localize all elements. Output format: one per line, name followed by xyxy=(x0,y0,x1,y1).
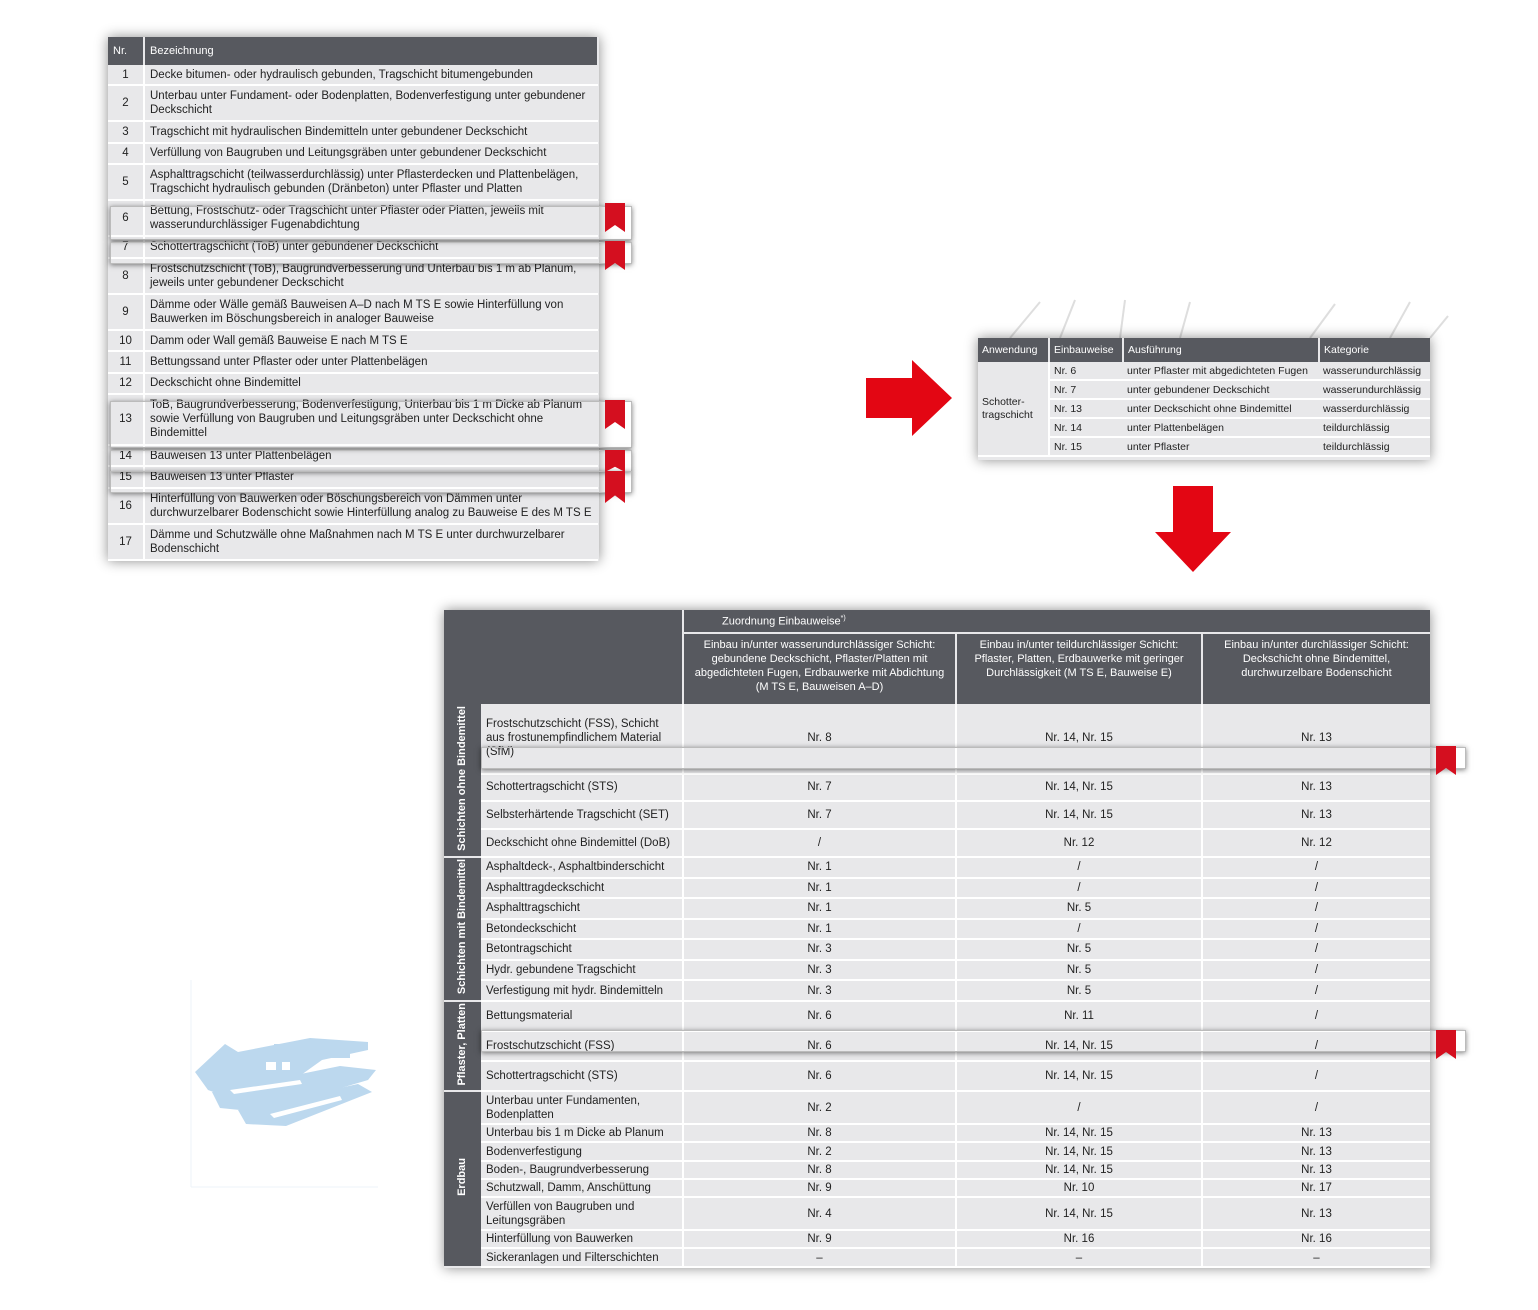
einbauweise-value: / xyxy=(956,857,1202,878)
einbauweise-row xyxy=(108,258,598,294)
schottertragschicht-table xyxy=(978,338,1430,460)
bookmark-icon xyxy=(605,203,625,232)
material-label: Boden-, Baugrundverbesserung xyxy=(481,1161,683,1179)
row-nr: 6 xyxy=(108,200,144,236)
col-durchlaessig: Einbau in/unter durchlässiger Schicht: Deckschicht ohne Bindemittel, durchwurzelbare Bodenschicht xyxy=(1202,633,1430,704)
zuordnung-row xyxy=(444,1031,1430,1061)
einbauweise-value: / xyxy=(1202,1061,1430,1091)
einbauweise-cell: Nr. 6 xyxy=(1049,362,1123,380)
einbauweise-value: Nr. 13 xyxy=(1202,774,1430,802)
group-label-text: Schichten mit Bindemittel xyxy=(456,859,468,995)
einbauweise-value: / xyxy=(1202,939,1430,960)
einbauweise-row xyxy=(108,121,598,142)
einbauweise-cell: Nr. 7 xyxy=(1049,380,1123,399)
col-teildurchlaessig: Einbau in/unter teildurchlässiger Schicht: Pflaster, Platten, Erdbauwerke mit geringer Durchlässigkeit (M TS E, Bauweise E) xyxy=(956,633,1202,704)
einbauweise-value: Nr. 12 xyxy=(956,829,1202,857)
einbauweise-value: Nr. 16 xyxy=(1202,1230,1430,1248)
row-nr: 10 xyxy=(108,330,144,351)
einbauweise-value: Nr. 10 xyxy=(956,1179,1202,1197)
einbauweise-value: Nr. 1 xyxy=(683,919,956,940)
material-label: Unterbau bis 1 m Dicke ab Planum xyxy=(481,1124,683,1142)
material-label: Asphalttragschicht xyxy=(481,898,683,919)
zuordnung-row xyxy=(444,704,1430,774)
einbauweise-row xyxy=(108,236,598,257)
row-nr: 4 xyxy=(108,143,144,164)
einbauweise-value: Nr. 9 xyxy=(683,1230,956,1248)
header-kategorie: Kategorie xyxy=(1324,344,1369,356)
einbauweise-value: Nr. 2 xyxy=(683,1142,956,1160)
zuordnung-row xyxy=(444,1124,1430,1142)
einbauweise-value: Nr. 14, Nr. 15 xyxy=(956,704,1202,774)
einbauweise-value: Nr. 14, Nr. 15 xyxy=(956,774,1202,802)
row-nr: 5 xyxy=(108,164,144,200)
row-nr: 15 xyxy=(108,466,144,487)
ausfuehrung-cell: unter Pflaster mit abgedichteten Fugen xyxy=(1123,362,1319,380)
row-bezeichnung: Frostschutzschicht (ToB), Baugrundverbesserung und Unterbau bis 1 m ab Planum, jeweils unter gebundener Deckschicht xyxy=(144,258,598,294)
einbauweise-value: / xyxy=(1202,1001,1430,1031)
einbauweise-value: Nr. 3 xyxy=(683,960,956,981)
zuordnung-einbauweise-table xyxy=(444,610,1430,1268)
row-nr: 3 xyxy=(108,121,144,142)
einbauweise-value: Nr. 14, Nr. 15 xyxy=(956,1124,1202,1142)
einbauweise-value: / xyxy=(683,829,956,857)
row-nr: 2 xyxy=(108,85,144,121)
kategorie-cell: wasserundurchlässig xyxy=(1319,380,1430,399)
einbauweise-row xyxy=(108,85,598,121)
bookmark-icon xyxy=(1436,1030,1456,1059)
material-label: Hinterfüllung von Bauwerken xyxy=(481,1230,683,1248)
einbauweise-value: / xyxy=(1202,1091,1430,1124)
einbauweise-value: Nr. 13 xyxy=(1202,704,1430,774)
material-label: Selbsterhärtende Tragschicht (SET) xyxy=(481,801,683,829)
einbauweisen-table xyxy=(108,37,599,561)
kategorie-cell: teildurchlässig xyxy=(1319,418,1430,437)
einbauweise-value: Nr. 14, Nr. 15 xyxy=(956,801,1202,829)
einbauweise-value: Nr. 1 xyxy=(683,878,956,899)
einbauweise-value: Nr. 5 xyxy=(956,980,1202,1001)
einbauweise-value: / xyxy=(1202,980,1430,1001)
zuordnung-row xyxy=(444,829,1430,857)
row-nr: 7 xyxy=(108,236,144,257)
zuordnung-row xyxy=(444,1142,1430,1160)
material-label: Frostschutzschicht (FSS) xyxy=(481,1031,683,1061)
arrow-down-icon xyxy=(1155,486,1231,572)
einbauweise-value: Nr. 1 xyxy=(683,898,956,919)
zuordnung-row xyxy=(444,1230,1430,1248)
anwendung-cell: Schotter-tragschicht xyxy=(978,362,1049,456)
bookmark-icon xyxy=(605,471,625,503)
material-label: Bodenverfestigung xyxy=(481,1142,683,1160)
zuordnung-row xyxy=(444,1179,1430,1197)
arrow-right-icon xyxy=(866,360,952,436)
header-bezeichnung: Bezeichnung xyxy=(144,37,598,65)
row-nr: 11 xyxy=(108,351,144,372)
einbauweise-value: Nr. 17 xyxy=(1202,1179,1430,1197)
einbauweise-value: / xyxy=(956,919,1202,940)
zuordnung-row xyxy=(444,1001,1430,1031)
einbauweise-value: Nr. 7 xyxy=(683,801,956,829)
einbauweise-value: Nr. 3 xyxy=(683,939,956,960)
row-bezeichnung: Bauweisen 13 unter Pflaster xyxy=(144,466,598,487)
einbauweise-value: Nr. 16 xyxy=(956,1230,1202,1248)
row-bezeichnung: Asphalttragschicht (teilwasserdurchlässig) unter Pflasterdecken und Plattenbelägen, Tragschicht hydraulisch gebunden (Dränbeton) unter Pflaster und Platten xyxy=(144,164,598,200)
einbauweise-value: Nr. 6 xyxy=(683,1001,956,1031)
material-label: Schottertragschicht (STS) xyxy=(481,774,683,802)
row-bezeichnung: Tragschicht mit hydraulischen Bindemitteln unter gebundener Deckschicht xyxy=(144,121,598,142)
group-label-text: Erdbau xyxy=(456,1158,468,1197)
zuordnung-row xyxy=(444,898,1430,919)
material-label: Hydr. gebundene Tragschicht xyxy=(481,960,683,981)
material-label: Sickeranlagen und Filterschichten xyxy=(481,1248,683,1267)
einbauweise-value: Nr. 7 xyxy=(683,774,956,802)
einbauweise-value: – xyxy=(1202,1248,1430,1267)
ausfuehrung-cell: unter gebundener Deckschicht xyxy=(1123,380,1319,399)
material-label: Deckschicht ohne Bindemittel (DoB) xyxy=(481,829,683,857)
einbauweise-row xyxy=(108,294,598,330)
material-label: Betontragschicht xyxy=(481,939,683,960)
material-label: Betondeckschicht xyxy=(481,919,683,940)
einbauweise-value: Nr. 14, Nr. 15 xyxy=(956,1142,1202,1160)
einbauweise-value: Nr. 5 xyxy=(956,939,1202,960)
schotter-header-row xyxy=(978,338,1430,362)
material-label: Unterbau unter Fundamenten, Bodenplatten xyxy=(481,1091,683,1124)
ausfuehrung-cell: unter Deckschicht ohne Bindemittel xyxy=(1123,399,1319,418)
light-rays xyxy=(990,296,1450,340)
einbauweise-value: / xyxy=(1202,898,1430,919)
einbauweise-row xyxy=(108,524,598,560)
zuordnung-row xyxy=(444,878,1430,899)
ausfuehrung-cell: unter Pflaster xyxy=(1123,437,1319,456)
row-bezeichnung: Hinterfüllung von Bauwerken oder Böschungsbereich von Dämmen unter durchwurzelbarer Bodenschicht sowie Hinterfüllung analog zu Bauweise E des M TS E xyxy=(144,488,598,524)
einbauweise-value: Nr. 14, Nr. 15 xyxy=(956,1061,1202,1091)
einbauweise-value: Nr. 5 xyxy=(956,898,1202,919)
row-bezeichnung: Bettung, Frostschutz- oder Tragschicht unter Pflaster oder Platten, jeweils mit wasserundurchlässiger Fugenabdichtung xyxy=(144,200,598,236)
einbauweise-row xyxy=(108,373,598,394)
col-wasserundurchlaessig: Einbau in/unter wasserundurchlässiger Schicht: gebundene Deckschicht, Pflaster/Platten mit abgedichteten Fugen, Erdbauwerke mit Abdichtung (M TS E, Bauweisen A–D) xyxy=(683,633,956,704)
einbauweise-value: Nr. 14, Nr. 15 xyxy=(956,1161,1202,1179)
einbauweise-value: – xyxy=(683,1248,956,1267)
row-bezeichnung: Decke bitumen- oder hydraulisch gebunden, Tragschicht bitumengebunden xyxy=(144,65,598,85)
row-nr: 16 xyxy=(108,488,144,524)
row-nr: 12 xyxy=(108,373,144,394)
row-nr: 1 xyxy=(108,65,144,85)
einbauweise-row xyxy=(108,488,598,524)
einbauweise-value: / xyxy=(1202,878,1430,899)
einbauweise-value: Nr. 9 xyxy=(683,1179,956,1197)
einbauweise-value: Nr. 13 xyxy=(1202,801,1430,829)
row-nr: 17 xyxy=(108,524,144,560)
einbauweise-value: Nr. 13 xyxy=(1202,1142,1430,1160)
einbauweise-cell: Nr. 13 xyxy=(1049,399,1123,418)
einbauweise-value: Nr. 6 xyxy=(683,1031,956,1061)
zuordnung-title-text: Zuordnung Einbauweise xyxy=(722,615,841,628)
einbauweise-row xyxy=(108,143,598,164)
header-nr: Nr. xyxy=(108,37,144,65)
einbauweise-value: Nr. 8 xyxy=(683,1161,956,1179)
zuordnung-row xyxy=(444,1161,1430,1179)
header-ausfuehrung: Ausführung xyxy=(1123,338,1319,362)
bookmark-icon xyxy=(1436,746,1456,775)
zuordnung-row xyxy=(444,960,1430,981)
kategorie-cell: wasserdurchlässig xyxy=(1319,399,1430,418)
row-bezeichnung: Dämme und Schutzwälle ohne Maßnahmen nach M TS E unter durchwurzelbarer Bodenschicht xyxy=(144,524,598,560)
einbauweise-cell: Nr. 14 xyxy=(1049,418,1123,437)
zuordnung-row xyxy=(444,919,1430,940)
zuordnung-row xyxy=(444,801,1430,829)
kategorie-cell: teildurchlässig xyxy=(1319,437,1430,456)
zuordnung-row xyxy=(444,1248,1430,1267)
group-label xyxy=(444,1001,481,1091)
row-bezeichnung: Verfüllung von Baugruben und Leitungsgräben unter gebundener Deckschicht xyxy=(144,143,598,164)
bookmark-icon xyxy=(605,400,625,429)
einbauweise-value: Nr. 13 xyxy=(1202,1124,1430,1142)
einbauweise-value: Nr. 6 xyxy=(683,1061,956,1091)
material-label: Frostschutzschicht (FSS), Schicht aus frostunempfindlichem Material (SfM) xyxy=(481,704,683,774)
material-label: Asphaltdeck-, Asphaltbinderschicht xyxy=(481,857,683,878)
zuordnung-columns-row xyxy=(444,633,1430,704)
einbauweise-value: Nr. 2 xyxy=(683,1091,956,1124)
einbauweise-value: Nr. 1 xyxy=(683,857,956,878)
einbauweise-value: / xyxy=(1202,857,1430,878)
kategorie-cell: wasserundurchlässig xyxy=(1319,362,1430,380)
einbauweise-row xyxy=(108,164,598,200)
bookmark-icon xyxy=(605,450,625,472)
einbauweise-value: Nr. 14, Nr. 15 xyxy=(956,1031,1202,1061)
einbauweise-value: / xyxy=(1202,919,1430,940)
row-nr: 13 xyxy=(108,394,144,445)
material-label: Bettungsmaterial xyxy=(481,1001,683,1031)
einbauweise-row xyxy=(108,351,598,372)
zuordnung-title-row xyxy=(444,610,1430,633)
einbauweise-row xyxy=(108,330,598,351)
einbauweise-value: Nr. 8 xyxy=(683,1124,956,1142)
row-nr: 14 xyxy=(108,445,144,466)
einbauweise-row xyxy=(108,466,598,487)
zuordnung-row xyxy=(444,1091,1430,1124)
einbauweise-value: Nr. 13 xyxy=(1202,1161,1430,1179)
einbauweise-value: / xyxy=(956,878,1202,899)
einbauweise-value: Nr. 11 xyxy=(956,1001,1202,1031)
row-bezeichnung: Bettungssand unter Pflaster oder unter Plattenbelägen xyxy=(144,351,598,372)
header-einbauweise: Einbauweise xyxy=(1049,338,1123,362)
row-bezeichnung: ToB, Baugrundverbesserung, Bodenverfestigung, Unterbau bis 1 m Dicke ab Planum sowie Verfüllung von Baugruben und Leitungsgräben unter Deckschicht ohne Bindemittel xyxy=(144,394,598,445)
row-bezeichnung: Deckschicht ohne Bindemittel xyxy=(144,373,598,394)
row-nr: 9 xyxy=(108,294,144,330)
einbauweise-value: Nr. 14, Nr. 15 xyxy=(956,1197,1202,1230)
ausfuehrung-cell: unter Plattenbelägen xyxy=(1123,418,1319,437)
header-anwendung: Anwendung xyxy=(978,338,1049,362)
einbauweise-value: – xyxy=(956,1248,1202,1267)
group-label-text: Pflaster, Platten xyxy=(456,1002,468,1086)
material-label: Schottertragschicht (STS) xyxy=(481,1061,683,1091)
zuordnung-row xyxy=(444,1197,1430,1230)
einbauweise-row xyxy=(108,65,598,85)
einbauweise-value: Nr. 3 xyxy=(683,980,956,1001)
group-label xyxy=(444,1091,481,1267)
zuordnung-row xyxy=(444,939,1430,960)
material-label: Asphalttragdeckschicht xyxy=(481,878,683,899)
einbauweise-value: / xyxy=(956,1091,1202,1124)
zuordnung-footnote-mark: *) xyxy=(840,614,846,622)
einbauweise-value: Nr. 5 xyxy=(956,960,1202,981)
einbauweise-value: / xyxy=(1202,1031,1430,1061)
einbauweise-row xyxy=(108,200,598,236)
row-bezeichnung: Dämme oder Wälle gemäß Bauweisen A–D nach M TS E sowie Hinterfüllung von Bauwerken im Böschungsbereich in analoger Bauweise xyxy=(144,294,598,330)
row-bezeichnung: Bauweisen 13 unter Plattenbelägen xyxy=(144,445,598,466)
zuordnung-row xyxy=(444,774,1430,802)
einbauweise-row xyxy=(108,445,598,466)
einbauweise-row xyxy=(108,394,598,445)
row-bezeichnung: Schottertragschicht (ToB) unter gebundener Deckschicht xyxy=(144,236,598,257)
material-label: Verfestigung mit hydr. Bindemitteln xyxy=(481,980,683,1001)
group-label xyxy=(444,857,481,1001)
row-bezeichnung: Damm oder Wall gemäß Bauweise E nach M TS E xyxy=(144,330,598,351)
einbauweise-value: Nr. 8 xyxy=(683,704,956,774)
bookmark-icon xyxy=(605,241,625,270)
einbauweise-value: Nr. 13 xyxy=(1202,1197,1430,1230)
einbauweisen-header-row xyxy=(108,37,598,65)
group-label xyxy=(444,704,481,857)
material-label: Schutzwall, Damm, Anschüttung xyxy=(481,1179,683,1197)
einbauweise-value: Nr. 4 xyxy=(683,1197,956,1230)
zuordnung-row xyxy=(444,1061,1430,1091)
construction-illustration-icon xyxy=(190,980,380,1188)
einbauweise-value: Nr. 12 xyxy=(1202,829,1430,857)
schotter-row xyxy=(978,362,1430,380)
row-nr: 8 xyxy=(108,258,144,294)
zuordnung-row xyxy=(444,857,1430,878)
material-label: Verfüllen von Baugruben und Leitungsgräben xyxy=(481,1197,683,1230)
einbauweise-value: / xyxy=(1202,960,1430,981)
row-bezeichnung: Unterbau unter Fundament- oder Bodenplatten, Bodenverfestigung unter gebundener Deckschicht xyxy=(144,85,598,121)
zuordnung-title xyxy=(683,610,1430,633)
zuordnung-row xyxy=(444,980,1430,1001)
group-label-text: Schichten ohne Bindemittel xyxy=(456,705,468,851)
einbauweise-cell: Nr. 15 xyxy=(1049,437,1123,456)
